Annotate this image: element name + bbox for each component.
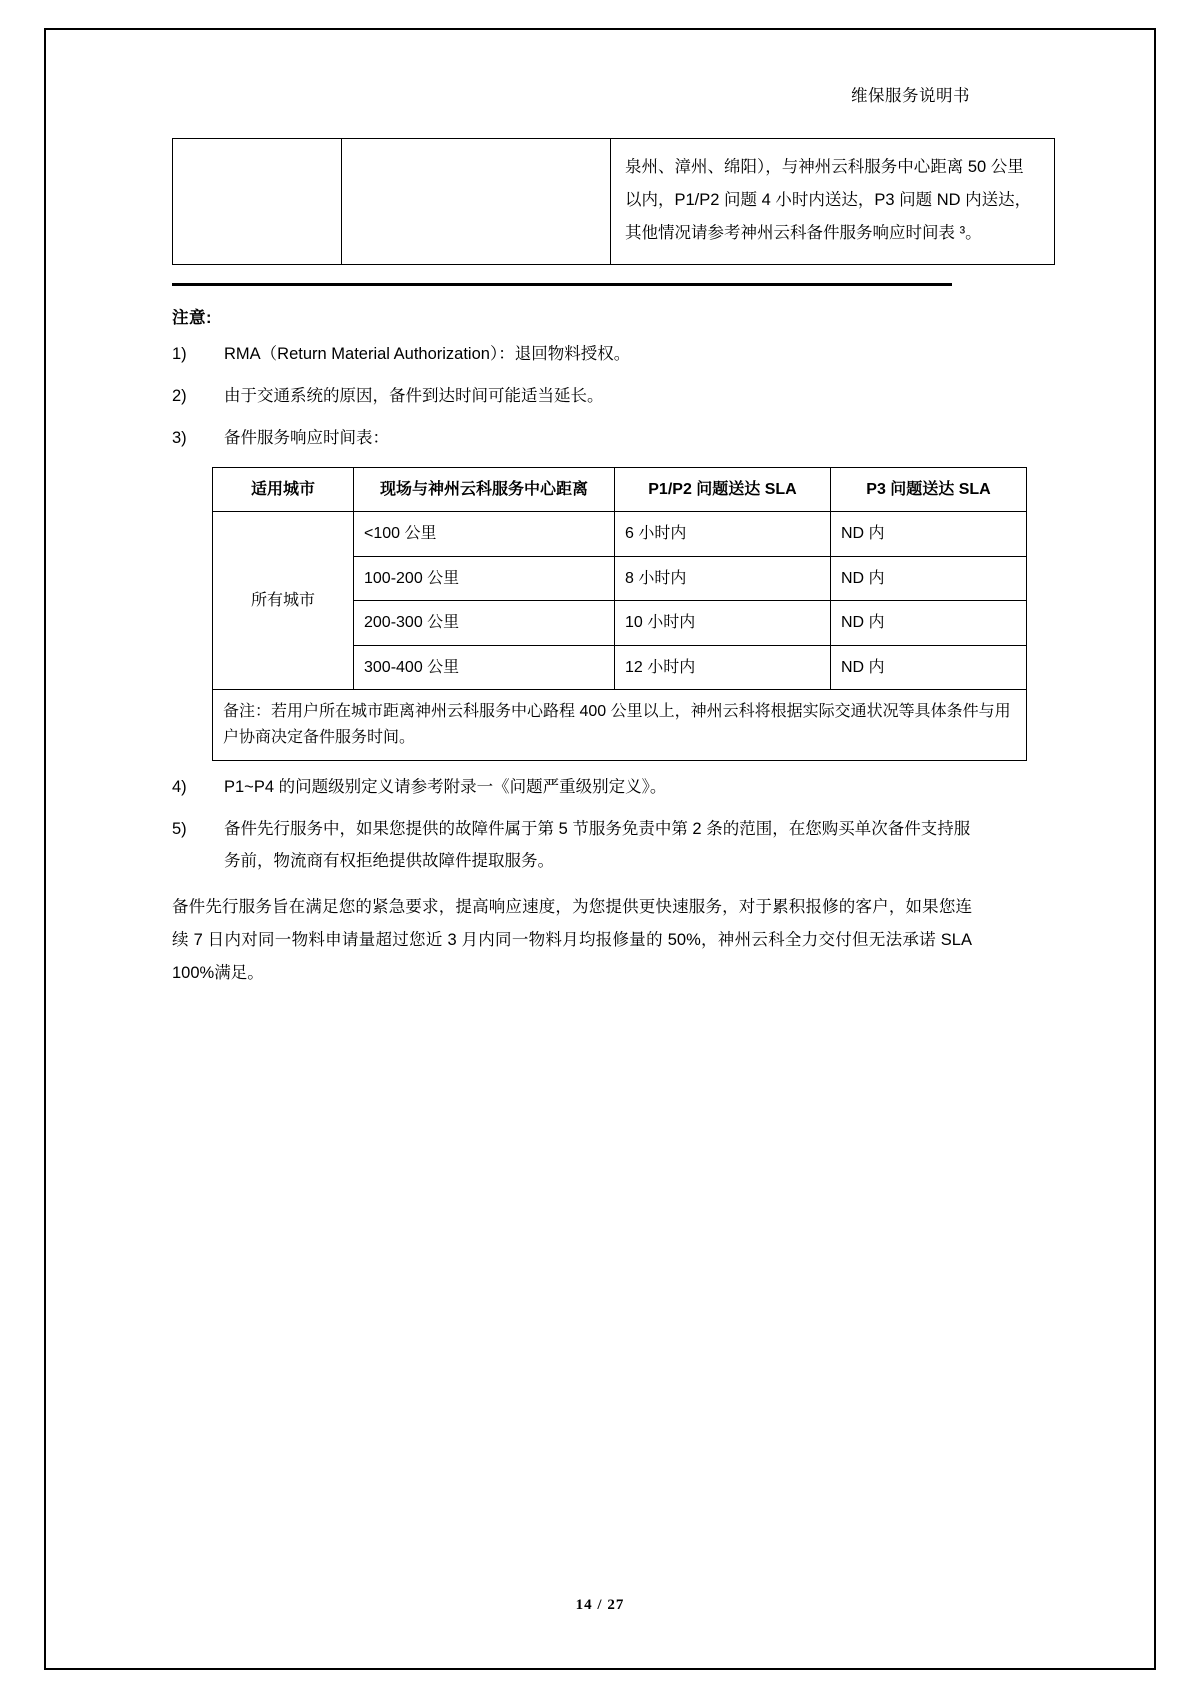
cell-p3: ND 内	[831, 645, 1027, 690]
cell-p3: ND 内	[831, 512, 1027, 557]
cell-distance: 100-200 公里	[354, 556, 615, 601]
list-item-text: 由于交通系统的原因，备件到达时间可能适当延长。	[224, 387, 604, 406]
sla-table-body	[213, 512, 1027, 761]
list-item	[172, 422, 972, 454]
list-item-number: 4)	[172, 777, 187, 796]
footer-page-separator: /	[597, 1597, 603, 1613]
column-header-city: 适用城市	[213, 467, 354, 512]
page-content	[172, 60, 1032, 990]
list-item-number: 3)	[172, 429, 187, 448]
continued-table-cell-1	[173, 139, 342, 265]
column-header-p1p2-sla: P1/P2 问题送达 SLA	[615, 467, 831, 512]
list-item-number: 1)	[172, 345, 187, 363]
list-item-text: 备件先行服务中，如果您提供的故障件属于第 5 节服务免责中第 2 条的范围，在您购买单次备件支持服务前，物流商有权拒绝提供故障件提取服务。	[224, 819, 971, 871]
list-item-text: 备件服务响应时间表：	[224, 429, 389, 448]
notice-heading: 注意:	[172, 309, 212, 327]
cell-p1p2: 6 小时内	[615, 512, 831, 557]
list-item-text: RMA（Return Material Authorization）：退回物料授权。	[224, 345, 631, 363]
list-item	[172, 771, 972, 803]
list-item-number: 2)	[172, 387, 187, 406]
notice-list-continued	[172, 771, 972, 878]
cell-p3: ND 内	[831, 601, 1027, 646]
cell-distance: 300-400 公里	[354, 645, 615, 690]
continued-table	[172, 138, 1055, 265]
sla-table-wrapper	[212, 467, 1011, 761]
list-item-number: 5)	[172, 819, 187, 838]
continued-table-cell-3: 泉州、漳州、绵阳），与神州云科服务中心距离 50 公里以内，P1/P2 问题 4 小时内送达，P3 问题 ND 内送达，其他情况请参考神州云科备件服务响应时间表 ³。	[611, 139, 1055, 265]
table-row	[173, 139, 1055, 265]
cell-city-all: 所有城市	[213, 512, 354, 690]
cell-p1p2: 8 小时内	[615, 556, 831, 601]
table-header-row	[213, 467, 1027, 512]
table-row	[213, 512, 1027, 557]
footer-page-total: 27	[607, 1597, 625, 1613]
closing-paragraph: 备件先行服务旨在满足您的紧急要求，提高响应速度，为您提供更快速服务，对于累积报修的客户，如果您连续 7 日内对同一物料申请量超过您近 3 月内同一物料月均报修量的 50%，神州云科全力交付但无法承诺 SLA 100%满足。	[172, 898, 972, 983]
horizontal-divider	[172, 283, 952, 286]
column-header-distance: 现场与神州云科服务中心距离	[354, 467, 615, 512]
cell-distance: <100 公里	[354, 512, 615, 557]
table-row	[213, 690, 1027, 760]
spare-parts-sla-table	[212, 467, 1027, 761]
cell-table-note: 备注：若用户所在城市距离神州云科服务中心路程 400 公里以上，神州云科将根据实际交通状况等具体条件与用户协商决定备件服务时间。	[213, 690, 1027, 760]
list-item-text: P1~P4 的问题级别定义请参考附录一《问题严重级别定义》。	[224, 777, 667, 796]
list-item	[172, 813, 972, 877]
sla-table-head	[213, 467, 1027, 512]
cell-distance: 200-300 公里	[354, 601, 615, 646]
cell-p1p2: 10 小时内	[615, 601, 831, 646]
page-header-title: 维保服务说明书	[851, 87, 970, 105]
page-footer	[0, 1597, 1200, 1614]
list-item	[172, 338, 972, 370]
footer-page-current: 14	[575, 1597, 593, 1613]
cell-p1p2: 12 小时内	[615, 645, 831, 690]
column-header-p3-sla: P3 问题送达 SLA	[831, 467, 1027, 512]
list-item	[172, 380, 972, 412]
continued-table-cell-2	[342, 139, 611, 265]
notice-list	[172, 338, 972, 455]
cell-p3: ND 内	[831, 556, 1027, 601]
